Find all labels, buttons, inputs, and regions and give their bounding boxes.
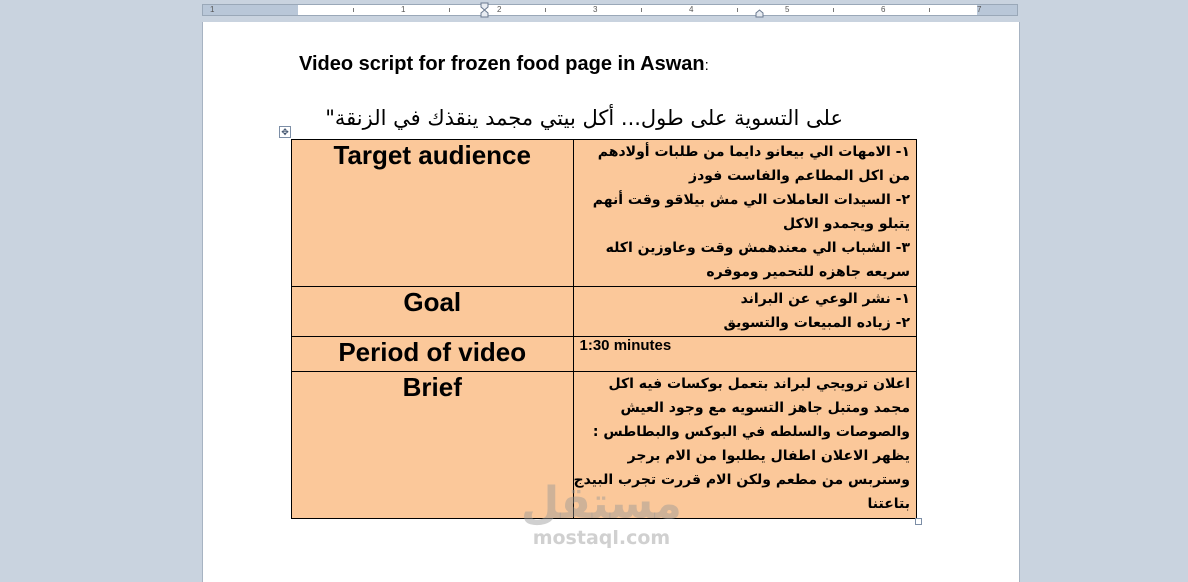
ruler-number: 3 xyxy=(593,5,598,14)
cell-line: ١- الامهات الي بيعانو دايما من طلبات أولادهم xyxy=(597,144,910,160)
ruler-right-margin xyxy=(977,5,1017,15)
ruler-tick xyxy=(737,8,738,12)
ruler-tick xyxy=(449,8,450,12)
right-indent-marker[interactable] xyxy=(755,2,764,18)
table-row xyxy=(292,140,917,287)
document-page[interactable] xyxy=(202,22,1020,582)
watermark-url: mostaql.com xyxy=(532,527,671,549)
cell-line: سريعه جاهزه للتحمير وموفره xyxy=(706,264,910,280)
arabic-slogan: على التسوية على طول... أكل بيتي مجمد ينقذك في الزنقة" xyxy=(325,106,843,130)
cell-line: مجمد ومتبل جاهز التسويه مع وجود العيش xyxy=(620,400,910,416)
row-label-goal: Goal xyxy=(292,287,574,337)
ruler-tick xyxy=(545,8,546,12)
ruler-tick xyxy=(929,8,930,12)
cell-line: من اكل المطاعم والفاست فودز xyxy=(689,168,910,184)
first-line-indent-marker[interactable] xyxy=(480,2,489,18)
cell-line: والصوصات والسلطه في البوكس والبطاطس : xyxy=(592,424,910,440)
ruler-left-margin xyxy=(203,5,298,15)
ruler-number: 4 xyxy=(689,5,694,14)
heading-text: Video script for frozen food page in Aswan xyxy=(299,53,705,75)
ruler-number: 7 xyxy=(977,5,982,14)
cell-line: يظهر الاعلان اطفال يطلبوا من الام برجر xyxy=(627,448,910,464)
horizontal-ruler[interactable] xyxy=(202,4,1018,16)
ruler-number: 6 xyxy=(881,5,886,14)
table-resize-handle[interactable] xyxy=(915,518,922,525)
row-value-target-audience xyxy=(573,140,917,287)
row-label-target-audience: Target audience xyxy=(292,140,574,287)
ruler-number: 1 xyxy=(210,5,215,14)
ruler-number: 5 xyxy=(785,5,790,14)
table-row xyxy=(292,337,917,372)
watermark-logo xyxy=(521,480,682,548)
table-row xyxy=(292,287,917,337)
cell-line: بتاعتنا xyxy=(867,496,910,512)
row-value-period xyxy=(573,337,917,372)
ruler-tick xyxy=(833,8,834,12)
watermark-arabic: مستقل xyxy=(521,478,682,529)
cell-line: ٢- زياده المبيعات والتسويق xyxy=(723,315,910,331)
row-label-period: Period of video xyxy=(292,337,574,372)
ruler-number: 2 xyxy=(497,5,502,14)
cell-line: ٢- السيدات العاملات الي مش بيلاقو وقت أنهم xyxy=(592,192,910,208)
document-heading xyxy=(299,53,709,76)
cell-line: وستربس من مطعم ولكن الام قررت تجرب البيدج xyxy=(573,472,910,488)
ruler-tick xyxy=(353,8,354,12)
table-move-handle-icon[interactable]: ✥ xyxy=(279,126,291,138)
cell-line: اعلان ترويجي لبراند بتعمل بوكسات فيه اكل xyxy=(608,376,910,392)
cell-line: ١- نشر الوعي عن البراند xyxy=(740,291,910,307)
ruler-tick xyxy=(641,8,642,12)
heading-colon: : xyxy=(704,57,709,74)
cell-line: يتبلو ويجمدو الاكل xyxy=(782,216,910,232)
row-value-goal xyxy=(573,287,917,337)
row-label-brief: Brief xyxy=(292,372,574,519)
script-table xyxy=(291,139,917,519)
ruler-number: 1 xyxy=(401,5,406,14)
cell-line: ٣- الشباب الي معندهمش وقت وعاوزين اكله xyxy=(605,240,910,256)
cell-line: 1:30 minutes xyxy=(579,337,672,354)
